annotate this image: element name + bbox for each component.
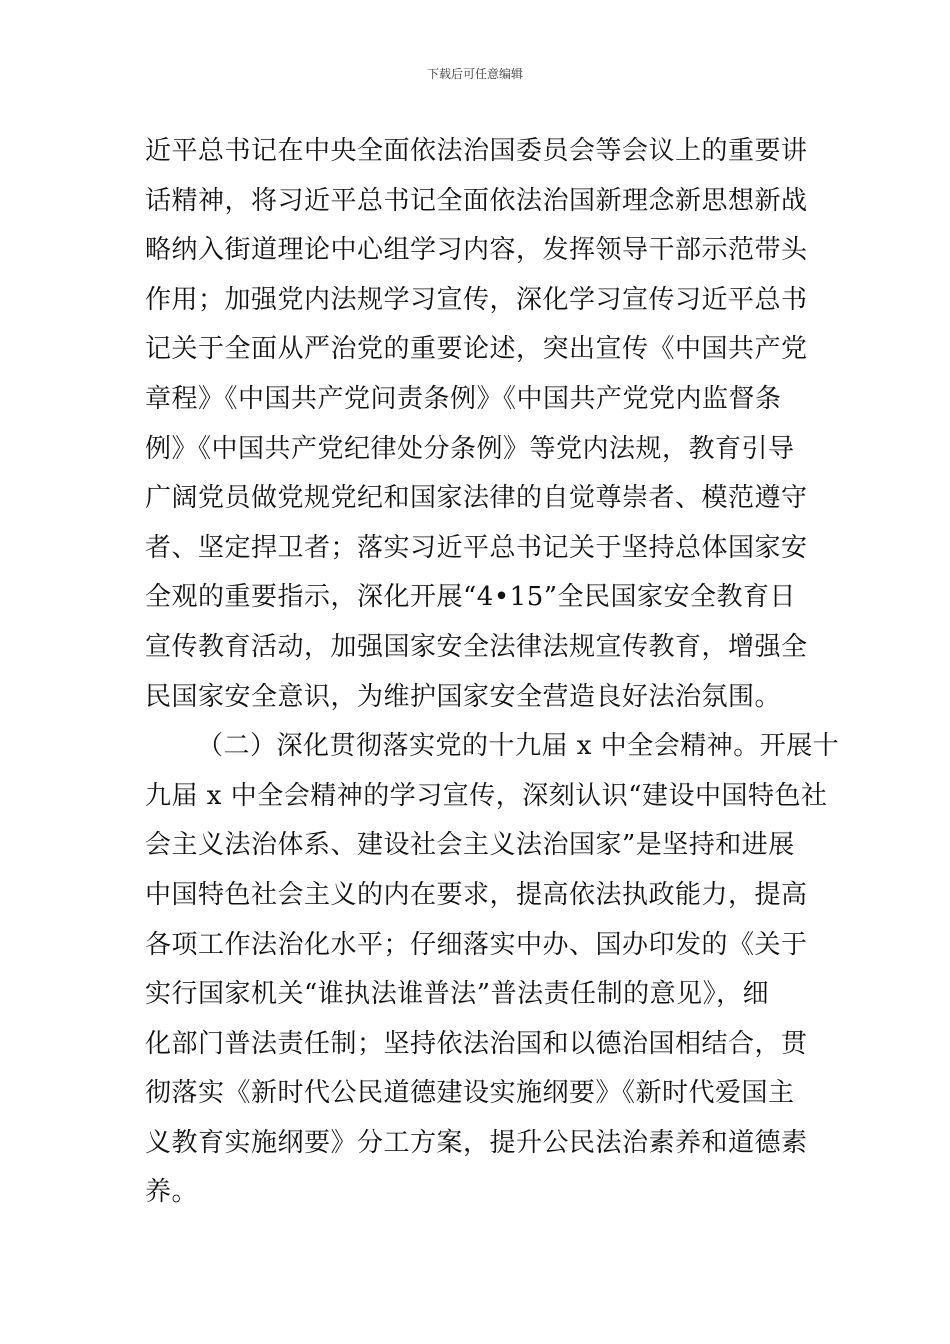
text-line: 者、坚定捍卫者；落实习近平总书记关于坚持总体国家安 bbox=[145, 532, 808, 563]
text-line: 例》《中国共产党纪律处分条例》等党内法规，教育引导 bbox=[145, 433, 795, 464]
text-line: 近平总书记在中央全面依法治国委员会等会议上的重要讲 bbox=[145, 136, 808, 166]
text-line: 民国家安全意识，为维护国家安全营造良好法治氛围。 bbox=[145, 681, 782, 712]
document-body bbox=[145, 127, 840, 1218]
text-line: 作用；加强党内法规学习宣传，深化学习宣传习近平总书 bbox=[145, 284, 808, 315]
text-line: 化部门普法责任制；坚持依法治国和以德治国相结合，贯 bbox=[145, 1028, 808, 1059]
text-line: 义教育实施纲要》分工方案，提升公民法治素养和道德素 bbox=[145, 1127, 808, 1158]
text-line: 九届 x 中全会精神的学习宣传，深刻认识“建设中国特色社 bbox=[145, 780, 828, 811]
text-line: 会主义法治体系、建设社会主义法治国家”是坚持和进展 bbox=[145, 830, 795, 861]
text-line: 话精神，将习近平总书记全面依法治国新理念新思想新战 bbox=[145, 185, 808, 216]
text-line: 章程》《中国共产党问责条例》《中国共产党党内监督条 bbox=[145, 383, 782, 414]
text-line: 略纳入街道理论中心组学习内容，发挥领导干部示范带头 bbox=[145, 235, 808, 266]
text-line: 实行国家机关“谁执法谁普法”普法责任制的意见》，细 bbox=[145, 979, 770, 1010]
text-line: 中国特色社会主义的内在要求，提高依法执政能力，提高 bbox=[145, 879, 808, 910]
text-line: 养。 bbox=[145, 1177, 199, 1208]
page-header-note: 下载后可任意编辑 bbox=[426, 67, 523, 81]
text-line: 全观的重要指示，深化开展“4•15”全民国家安全教育日 bbox=[145, 582, 797, 613]
section-heading-line: （二）深化贯彻落实党的十九届 x 中全会精神。开展十 bbox=[197, 731, 840, 762]
text-line: 各项工作法治化水平；仔细落实中办、国办印发的《关于 bbox=[145, 929, 808, 960]
text-line: 广阔党员做党规党纪和国家法律的自觉尊崇者、模范遵守 bbox=[145, 483, 808, 514]
text-line: 宣传教育活动，加强国家安全法律法规宣传教育，增强全 bbox=[145, 631, 808, 662]
text-line: 彻落实《新时代公民道德建设实施纲要》《新时代爱国主 bbox=[145, 1078, 795, 1109]
text-line: 记关于全面从严治党的重要论述，突出宣传《中国共产党 bbox=[145, 334, 808, 365]
